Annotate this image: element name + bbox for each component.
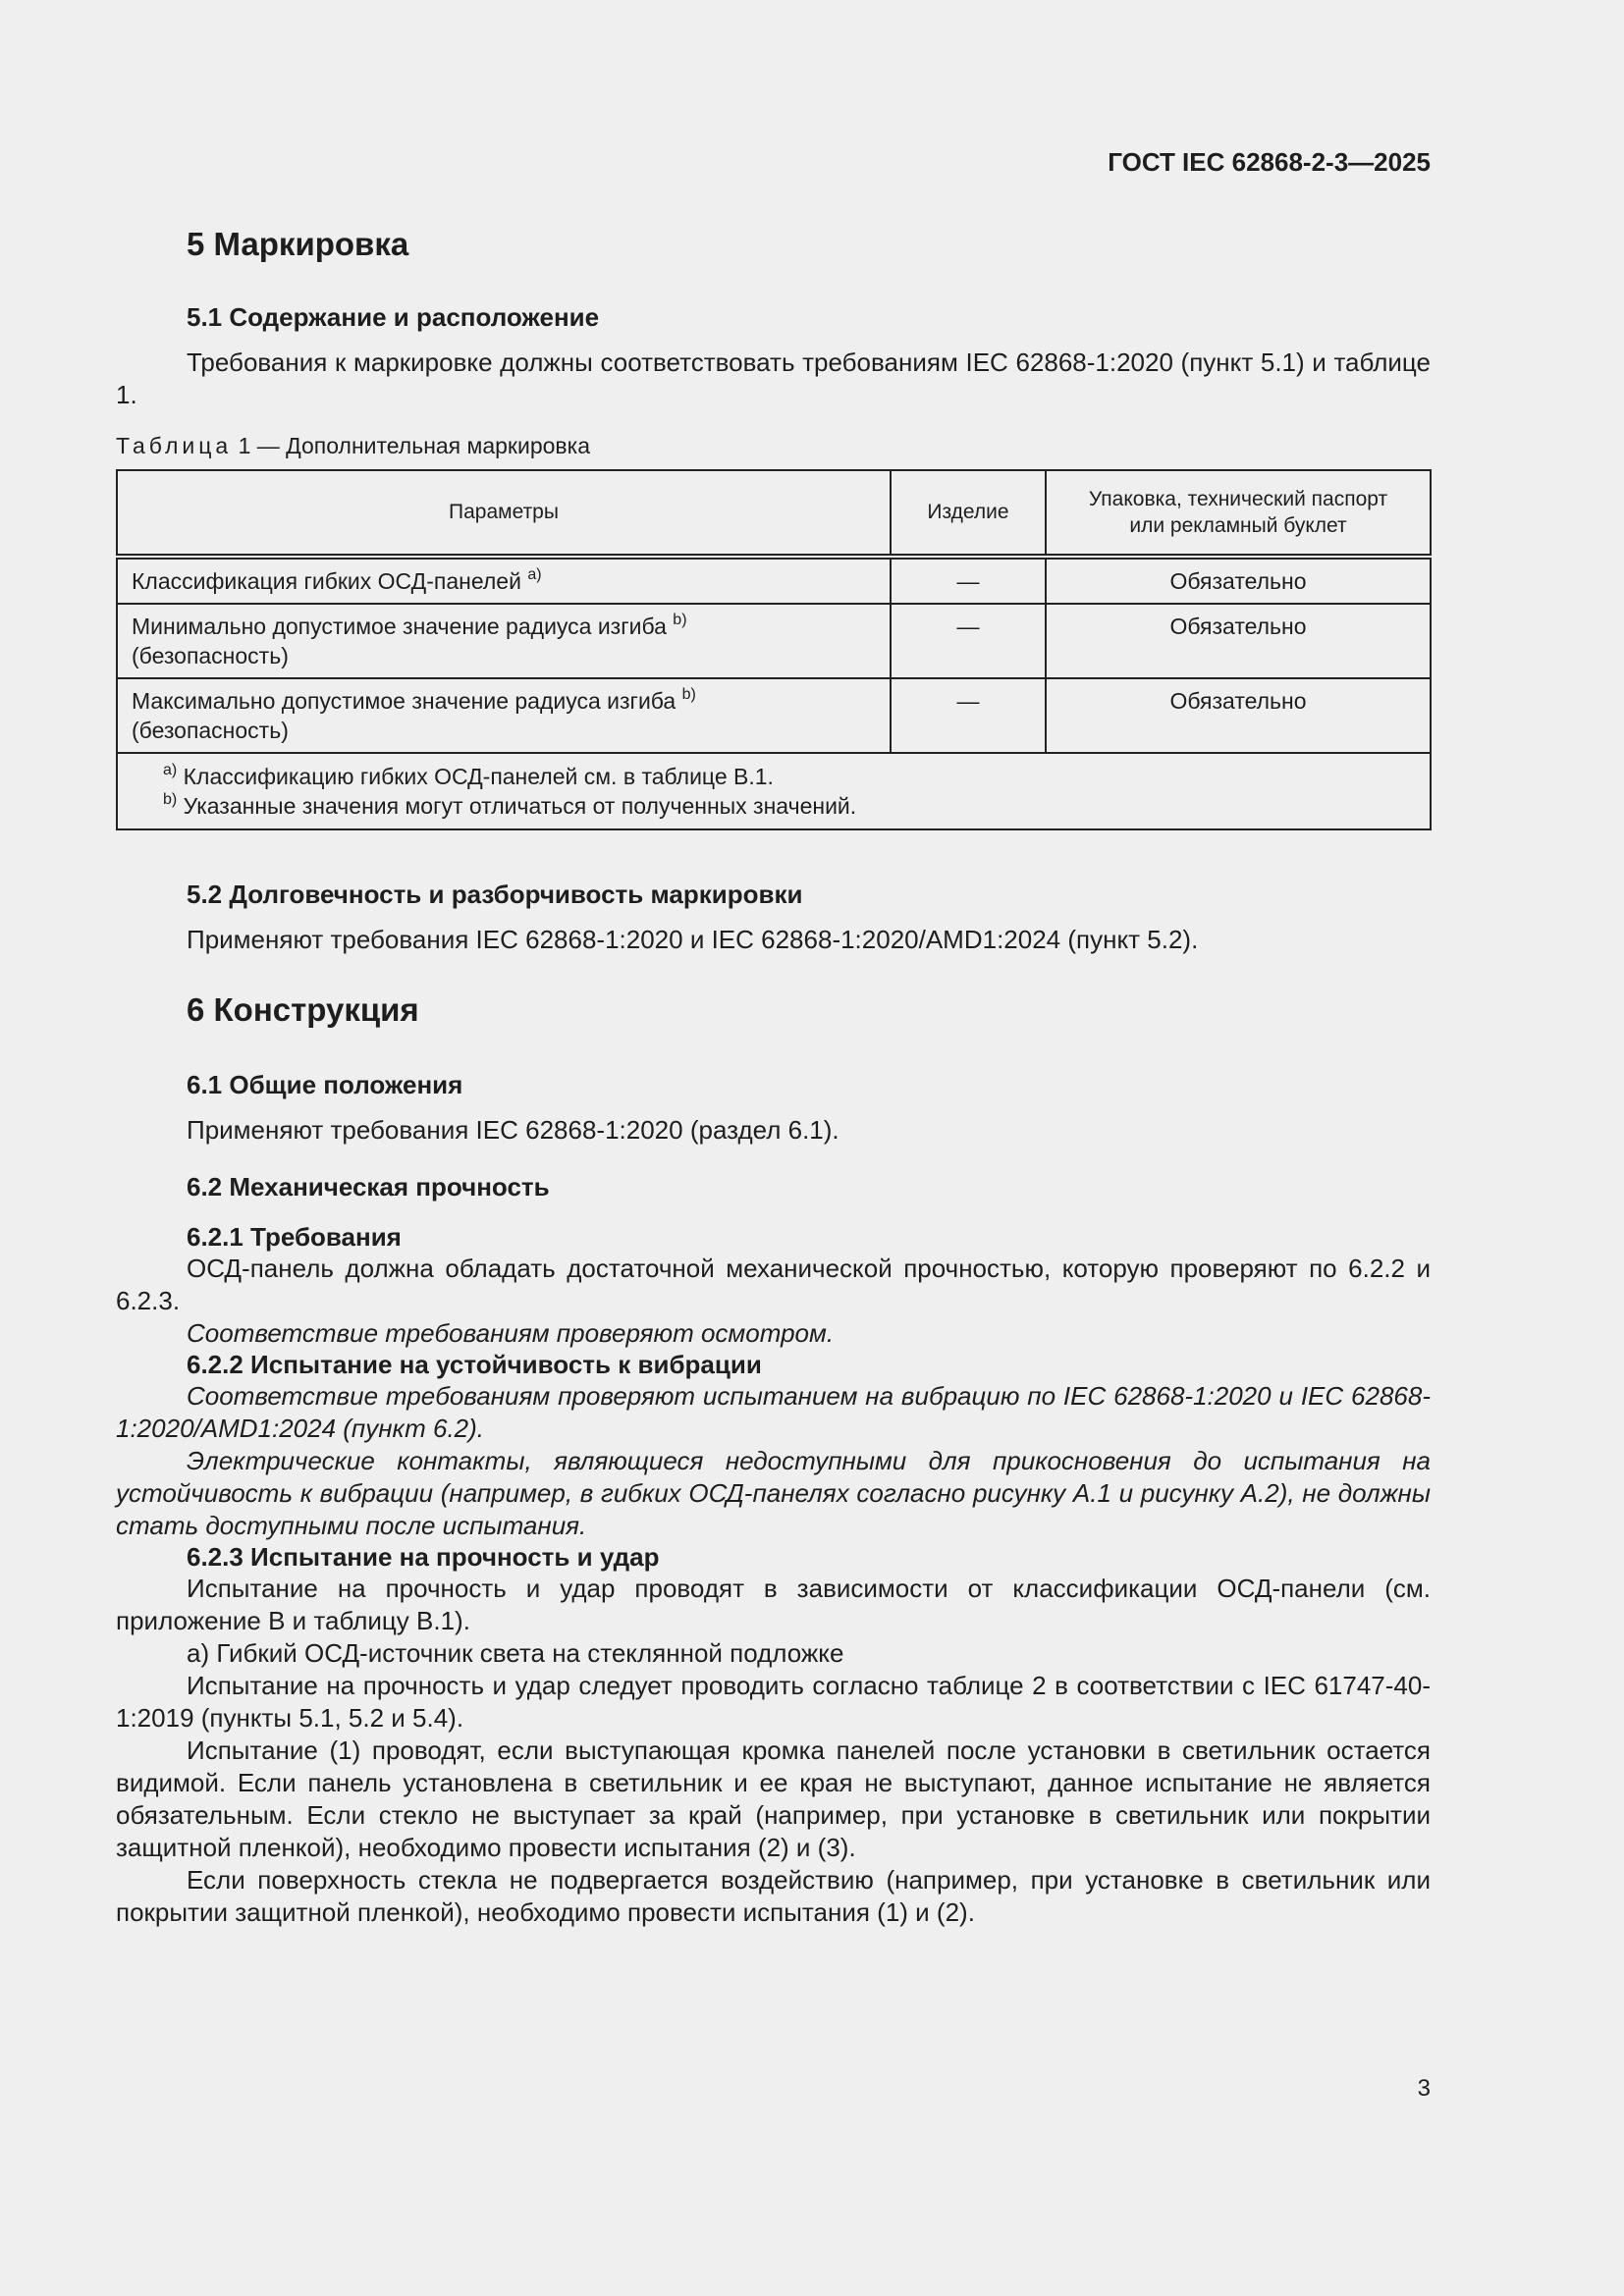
- row-packaging: Обязательно: [1046, 604, 1431, 678]
- section-6-2-2-title: 6.2.2 Испытание на устойчивость к вибрации: [187, 1350, 762, 1379]
- section-6-2-1-title: 6.2.1 Требования: [187, 1222, 402, 1252]
- page-content: [116, 221, 1431, 1929]
- section-6-2-title: 6.2 Механическая прочность: [187, 1172, 550, 1201]
- section-6-2-3-paragraph: Испытание на прочность и удар следует проводить согласно таблице 2 в соответствии с IEC 61747-40-1:2019 (пункты 5.1, 5.2 и 5.4).: [116, 1671, 1431, 1733]
- standard-code: ГОСТ IEC 62868-2-3—2025: [1108, 147, 1431, 177]
- row-parameter-text-2: (безопасность): [132, 718, 289, 743]
- footnote-mark: b): [163, 791, 178, 808]
- section-5-2-text: Применяют требования IEC 62868-1:2020 и IEC 62868-1:2020/AMD1:2024 (пункт 5.2).: [187, 925, 1199, 954]
- section-5-1-text: Требования к маркировке должны соответствовать требованиям IEC 62868-1:2020 (пункт 5.1) и таблице 1.: [116, 347, 1431, 409]
- section-5-1-title: 5.1 Содержание и расположение: [187, 302, 600, 332]
- section-6-1-text: Применяют требования IEC 62868-1:2020 (раздел 6.1).: [187, 1115, 839, 1145]
- footnote-ref: b): [681, 686, 696, 703]
- table-caption-text: 1 — Дополнительная маркировка: [238, 433, 590, 458]
- section-6-2-2-italic-2: Электрические контакты, являющиеся недоступными для прикосновения до испытания на устойчивость к вибрации (например, в гибких ОСД-панелях согласно рисунку А.1 и рисунку А.2), не должны стать доступными после испытания.: [116, 1446, 1431, 1540]
- table-caption: [116, 433, 1431, 459]
- table-header-row: [117, 470, 1431, 557]
- section-6-1-title: 6.1 Общие положения: [187, 1070, 463, 1099]
- row-parameter: [117, 557, 891, 604]
- footnote-text: Указанные значения могут отличаться от полученных значений.: [183, 793, 857, 819]
- row-parameter-text-2: (безопасность): [132, 643, 289, 668]
- section-5-title: 5 Маркировка: [187, 226, 409, 262]
- row-parameter-text: Максимально допустимое значение радиуса изгиба: [132, 688, 677, 714]
- row-parameter: [117, 678, 891, 753]
- table-footnotes-row: [117, 753, 1431, 829]
- header-packaging-text: Упаковка, технический паспорт или рекламный буклет: [1088, 488, 1388, 537]
- table-row: [117, 557, 1431, 604]
- row-product: —: [891, 604, 1046, 678]
- page-number: 3: [1417, 2075, 1431, 2102]
- section-6-title: 6 Конструкция: [187, 991, 419, 1028]
- row-product: —: [891, 557, 1046, 604]
- row-parameter-text: Минимально допустимое значение радиуса изгиба: [132, 614, 667, 639]
- section-6-2-3-title: 6.2.3 Испытание на прочность и удар: [187, 1542, 660, 1572]
- section-6-2-1-text: ОСД-панель должна обладать достаточной механической прочностью, которую проверяют по 6.2.2 и 6.2.3.: [116, 1254, 1431, 1315]
- marking-table: [116, 469, 1432, 830]
- section-6-2-1-italic: Соответствие требованиям проверяют осмотром.: [187, 1318, 835, 1348]
- table-row: [117, 678, 1431, 753]
- footnote-ref: b): [673, 612, 687, 628]
- header-packaging: [1046, 470, 1431, 557]
- section-6-2-2-italic-1: Соответствие требованиям проверяют испытанием на вибрацию по IEC 62868-1:2020 и IEC 62868-1:2020/AMD1:2024 (пункт 6.2).: [116, 1381, 1431, 1443]
- footnote-ref: a): [527, 566, 542, 583]
- table-caption-label: Таблица: [116, 433, 233, 458]
- row-packaging: Обязательно: [1046, 678, 1431, 753]
- row-packaging: Обязательно: [1046, 557, 1431, 604]
- row-parameter: [117, 604, 891, 678]
- row-parameter-text: Классификация гибких ОСД-панелей: [132, 568, 521, 594]
- section-6-2-3-item-a: а) Гибкий ОСД-источник света на стеклянной подложке: [187, 1638, 844, 1668]
- section-6-2-3-paragraph: Испытание на прочность и удар проводят в зависимости от классификации ОСД-панели (см. приложение В и таблицу В.1).: [116, 1574, 1431, 1635]
- section-6-2-3-paragraph: Испытание (1) проводят, если выступающая кромка панелей после установки в светильник остается видимой. Если панель установлена в светильник и ее края не выступают, данное испытание не является обязательным. Если стекло не выступает за край (например, при установке в светильник или покрытии защитной пленкой), необходимо провести испытания (2) и (3).: [116, 1735, 1431, 1862]
- footnote-text: Классификацию гибких ОСД-панелей см. в таблице В.1.: [183, 764, 774, 789]
- table-footnotes: [117, 753, 1431, 829]
- section-5-2-title: 5.2 Долговечность и разборчивость маркировки: [187, 880, 803, 909]
- header-parameters: Параметры: [117, 470, 891, 557]
- header-product: Изделие: [891, 470, 1046, 557]
- section-6-2-3-paragraph: Если поверхность стекла не подвергается воздействию (например, при установке в светильник или покрытии защитной пленкой), необходимо провести испытания (1) и (2).: [116, 1865, 1431, 1927]
- table-footnote: [163, 762, 1430, 791]
- row-product: —: [891, 678, 1046, 753]
- table-footnote: [163, 791, 1430, 821]
- footnote-mark: a): [163, 762, 178, 778]
- table-row: [117, 604, 1431, 678]
